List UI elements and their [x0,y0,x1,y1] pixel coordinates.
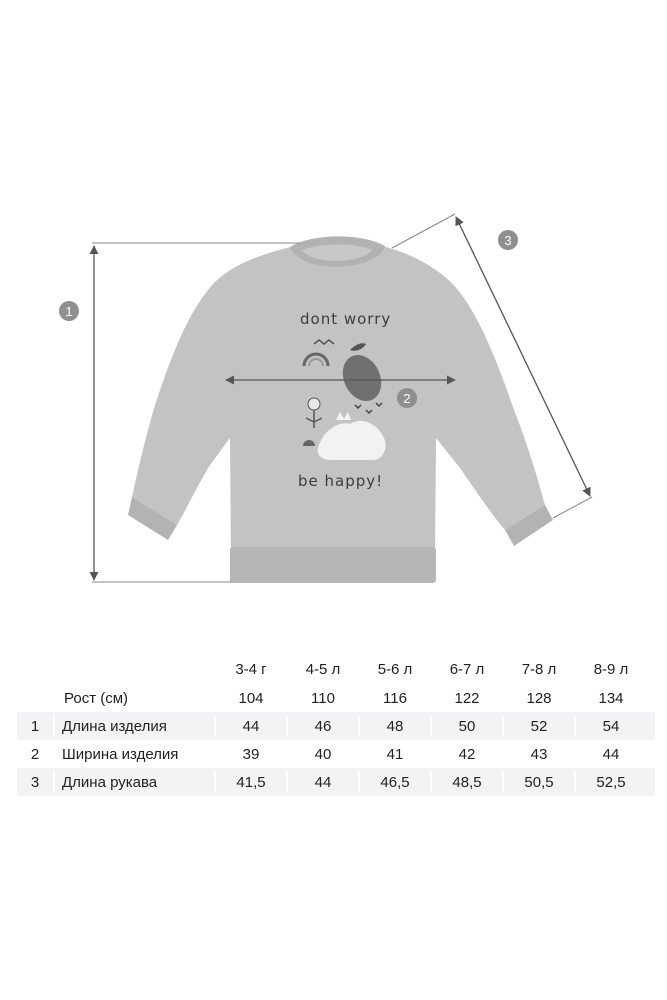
size-col-1: 3-4 г [235,660,267,678]
table-row-length [17,712,655,740]
row-label: Ширина изделия [62,745,179,763]
table-cell: 46 [314,717,332,735]
table-cell: 50,5 [524,773,554,791]
row-number: 1 [30,717,40,735]
table-row-sleeve [17,768,655,796]
table-row-width [17,740,655,768]
table-cell: 41 [386,745,404,763]
table-cell: 43 [530,745,548,763]
height-value: 128 [526,689,552,707]
sleeve-guide-bottom [553,497,592,518]
row-label: Длина изделия [62,717,167,735]
table-cell: 44 [314,773,332,791]
height-row [17,684,655,712]
svg-text:1: 1 [65,304,73,319]
sleeve-guide-top [392,214,455,248]
table-cell: 40 [314,745,332,763]
print-bottom-text: be happy! [298,472,384,490]
size-col-2: 4-5 л [305,660,341,678]
svg-text:2: 2 [403,391,411,406]
height-value: 116 [383,689,407,707]
row-number: 2 [30,745,40,763]
height-value: 110 [311,689,335,707]
height-label: Рост (см) [64,689,129,707]
table-cell: 44 [242,717,260,735]
size-col-4: 6-7 л [449,660,485,678]
height-value: 104 [238,689,264,707]
sweatshirt [128,236,553,583]
size-col-5: 7-8 л [521,660,557,678]
marker-1 [59,301,79,321]
table-cell: 44 [602,745,620,763]
sweatshirt-body [132,246,545,560]
size-header-row [17,654,655,684]
table-cell: 46,5 [380,773,410,791]
table-cell: 42 [458,745,476,763]
row-label: Длина рукава [62,773,158,791]
table-cell: 52,5 [596,773,626,791]
size-col-3: 5-6 л [377,660,413,678]
height-value: 122 [454,689,480,707]
table-cell: 41,5 [236,773,266,791]
table-cell: 54 [602,717,620,735]
table-cell: 48,5 [452,773,482,791]
waistband-rib [230,547,436,583]
row-number: 3 [30,773,40,791]
height-value: 134 [598,689,624,707]
marker-2 [397,388,417,408]
print-top-text: dont worry [300,310,392,328]
table-cell: 39 [242,745,260,763]
marker-3 [498,230,518,250]
table-cell: 52 [530,717,548,735]
size-col-6: 8-9 л [593,660,629,678]
size-chart-table [17,654,655,796]
svg-text:3: 3 [504,233,512,248]
table-cell: 48 [386,717,404,735]
table-cell: 50 [458,717,476,735]
